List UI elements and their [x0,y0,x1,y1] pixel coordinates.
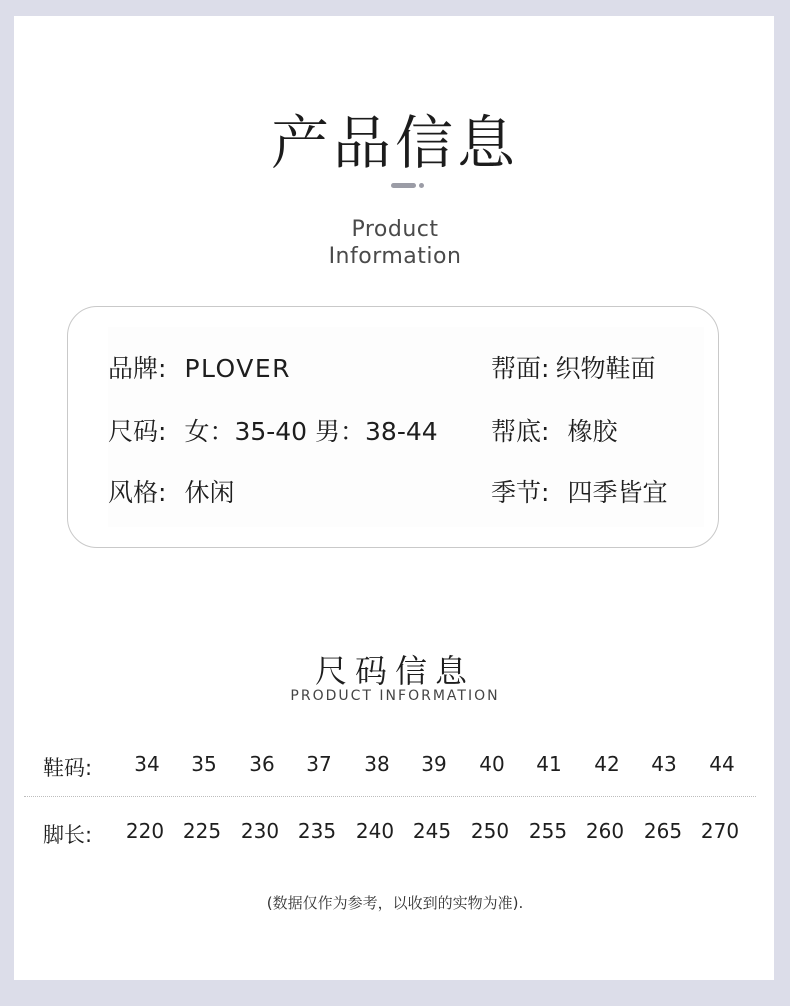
shoe-size-cell: 43 [651,752,677,776]
shoe-size-cell: 40 [479,752,505,776]
foot-length-cell: 230 [240,819,280,843]
size-section-subtitle: PRODUCT INFORMATION [290,688,500,704]
shoe-size-cell: 34 [134,752,160,776]
sole-label: 帮底: [491,417,550,446]
divider-bar [391,183,416,188]
style-label: 风格: [108,478,167,507]
foot-length-cell: 235 [297,819,337,843]
reference-note: (数据仅作为参考，以收到的实物为准). [266,894,524,912]
brand-label: 品牌: [108,354,167,383]
info-brand [108,349,291,385]
season-value: 四季皆宜 [567,478,668,507]
row-separator [24,796,756,797]
shoe-size-label: 鞋码: [43,756,93,780]
shoe-size-cell: 39 [421,752,447,776]
foot-length-cell: 240 [355,819,395,843]
foot-length-row [0,819,790,849]
info-sole [491,412,617,448]
foot-length-cell: 270 [700,819,740,843]
size-section-title: 尺码信息 [314,652,475,690]
divider-dot [419,183,424,188]
shoe-size-cell: 41 [536,752,562,776]
shoe-size-cell: 35 [191,752,217,776]
shoe-size-row [0,752,790,782]
shoe-size-cell: 44 [709,752,735,776]
info-season [491,473,667,509]
foot-length-cell: 255 [528,819,568,843]
brand-value: PLOVER [184,354,292,383]
size-label: 尺码: [108,417,167,446]
foot-length-cell: 250 [470,819,510,843]
product-info-box [67,306,719,548]
sole-value: 橡胶 [567,417,618,446]
info-size [108,412,438,448]
title-divider [391,183,427,189]
style-value: 休闲 [184,478,235,507]
shoe-size-cell: 36 [249,752,275,776]
info-style [108,473,234,509]
foot-length-cell: 265 [643,819,683,843]
upper-value: 织物鞋面 [555,354,656,383]
subtitle-line-2: Information [328,244,462,269]
shoe-size-cell: 38 [364,752,390,776]
foot-length-cell: 260 [585,819,625,843]
season-label: 季节: [491,478,550,507]
info-upper [491,349,655,385]
foot-length-label: 脚长: [43,823,93,847]
subtitle-line-1: Product [351,217,439,242]
foot-length-cell: 220 [125,819,165,843]
page-title: 产品信息 [270,109,519,177]
foot-length-cell: 245 [412,819,452,843]
page-subtitle [0,216,790,270]
shoe-size-cell: 42 [594,752,620,776]
shoe-size-cell: 37 [306,752,332,776]
foot-length-cell: 225 [182,819,222,843]
size-value: 女：35-40 男：38-44 [184,417,438,446]
upper-label: 帮面: [491,354,550,383]
